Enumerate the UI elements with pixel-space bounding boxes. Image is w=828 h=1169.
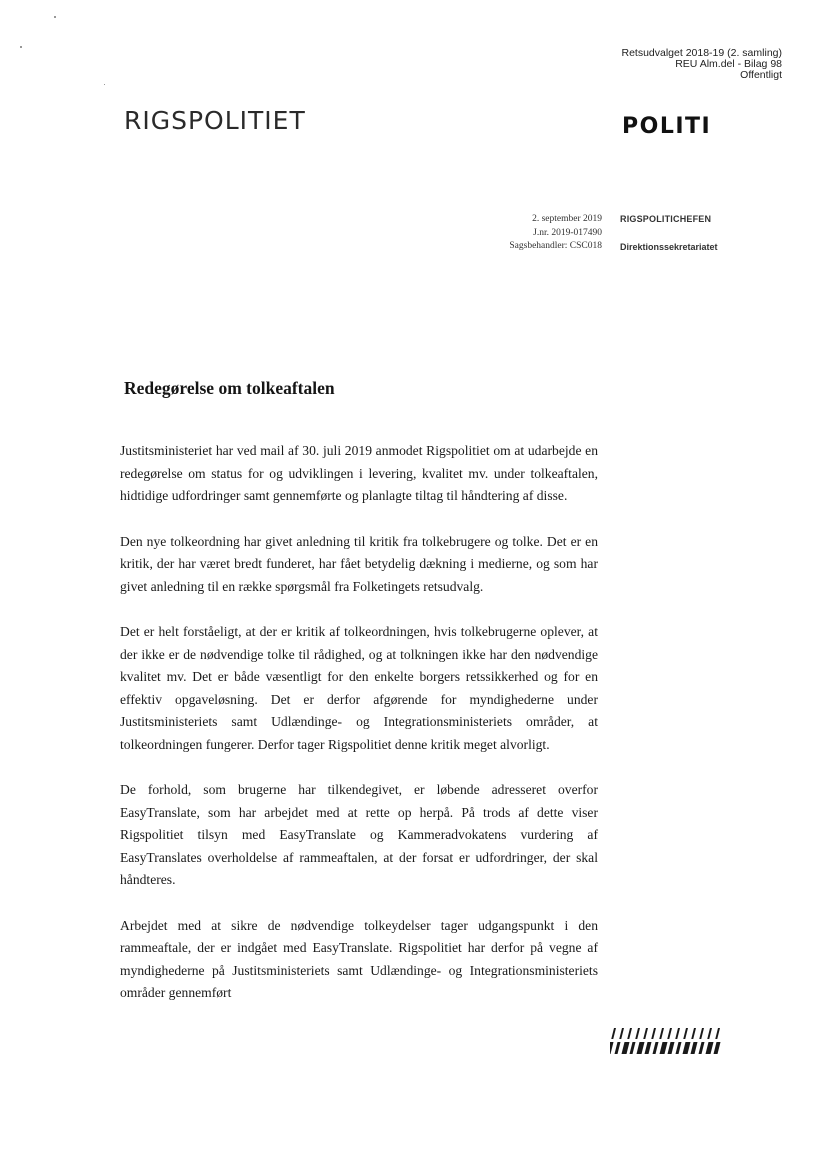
agency-name: RIGSPOLITIET xyxy=(124,106,306,135)
stamp-status: Offentligt xyxy=(740,69,782,81)
politi-logo: POLITI xyxy=(622,114,712,139)
archive-stamp xyxy=(621,48,782,81)
document-date: 2. september 2019 xyxy=(532,214,602,224)
body-paragraph: Arbejdet med at sikre de nødvendige tolkeydelser tager udgangspunkt i den rammeaftale, der er indgået med EasyTranslate. Rigspolitiet har derfor på vegne af myndighederne på Justitsministeriets samt Udlændinge- og Integrationsministeriets områder gennemført xyxy=(120,917,598,1000)
office-title: RIGSPOLITICHEFEN xyxy=(620,214,712,224)
stamp-reference: REU Alm.del - Bilag 98 xyxy=(675,58,782,70)
scan-speck xyxy=(20,46,22,48)
body-paragraph: Det er helt forståeligt, at der er kritik af tolkeordningen, hvis tolkebrugerne oplever, at der ikke er de nødvendige tolke til rådighed, og at tolkningen ikke har den nødvendige kvalitet mv. Det er både væsentligt for den enkelte borgers retssikkerhed og for en effektiv opgaveløsning. Det er derfor afgørende for myndighederne under Justitsministeriets samt Udlændinge- og Integrationsministeriets områder, at tolkeordningen fungerer. Derfor tager Rigspolitiet denne kritik meget alvorligt. xyxy=(120,624,598,752)
body-paragraph: Den nye tolkeordning har givet anledning til kritik fra tolkebrugere og tolke. Det er en kritik, der har været bredt funderet, har fået betydelig dækning i medierne, og som har givet anledning til en række spørgsmål fra Folketingets retsudvalg. xyxy=(120,533,598,594)
document-meta xyxy=(509,213,602,254)
journal-number: J.nr. 2019-017490 xyxy=(533,227,602,238)
barcode xyxy=(610,1028,728,1056)
caseworker-id: Sagsbehandler: CSC018 xyxy=(509,241,602,251)
body-paragraph: De forhold, som brugerne har tilkendegivet, er løbende adresseret overfor EasyTranslate, som har arbejdet med at rette op herpå. På trods af dette viser Rigspolitiet tilsyn med EasyTranslate og Kammeradvokatens vurdering af EasyTranslates overholdelse af rammeaftalen, at der forsat er udfordringer, der skal håndteres. xyxy=(120,782,598,887)
barcode-graphic xyxy=(610,1028,728,1056)
scan-speck xyxy=(54,16,56,18)
office-department: Direktionssekretariatet xyxy=(620,242,718,252)
document-body xyxy=(120,440,598,1028)
scan-speck xyxy=(104,84,105,85)
document-title: Redegørelse om tolkeaftalen xyxy=(124,378,335,398)
body-paragraph: Justitsministeriet har ved mail af 30. juli 2019 anmodet Rigspolitiet om at udarbejde en redegørelse om status for og udviklingen i levering, kvalitet mv. under tolkeaftalen, hidtidige udfordringer samt gennemførte og planlagte tiltag til håndtering af disse. xyxy=(120,443,598,503)
stamp-committee: Retsudvalget 2018-19 (2. samling) xyxy=(621,47,782,59)
